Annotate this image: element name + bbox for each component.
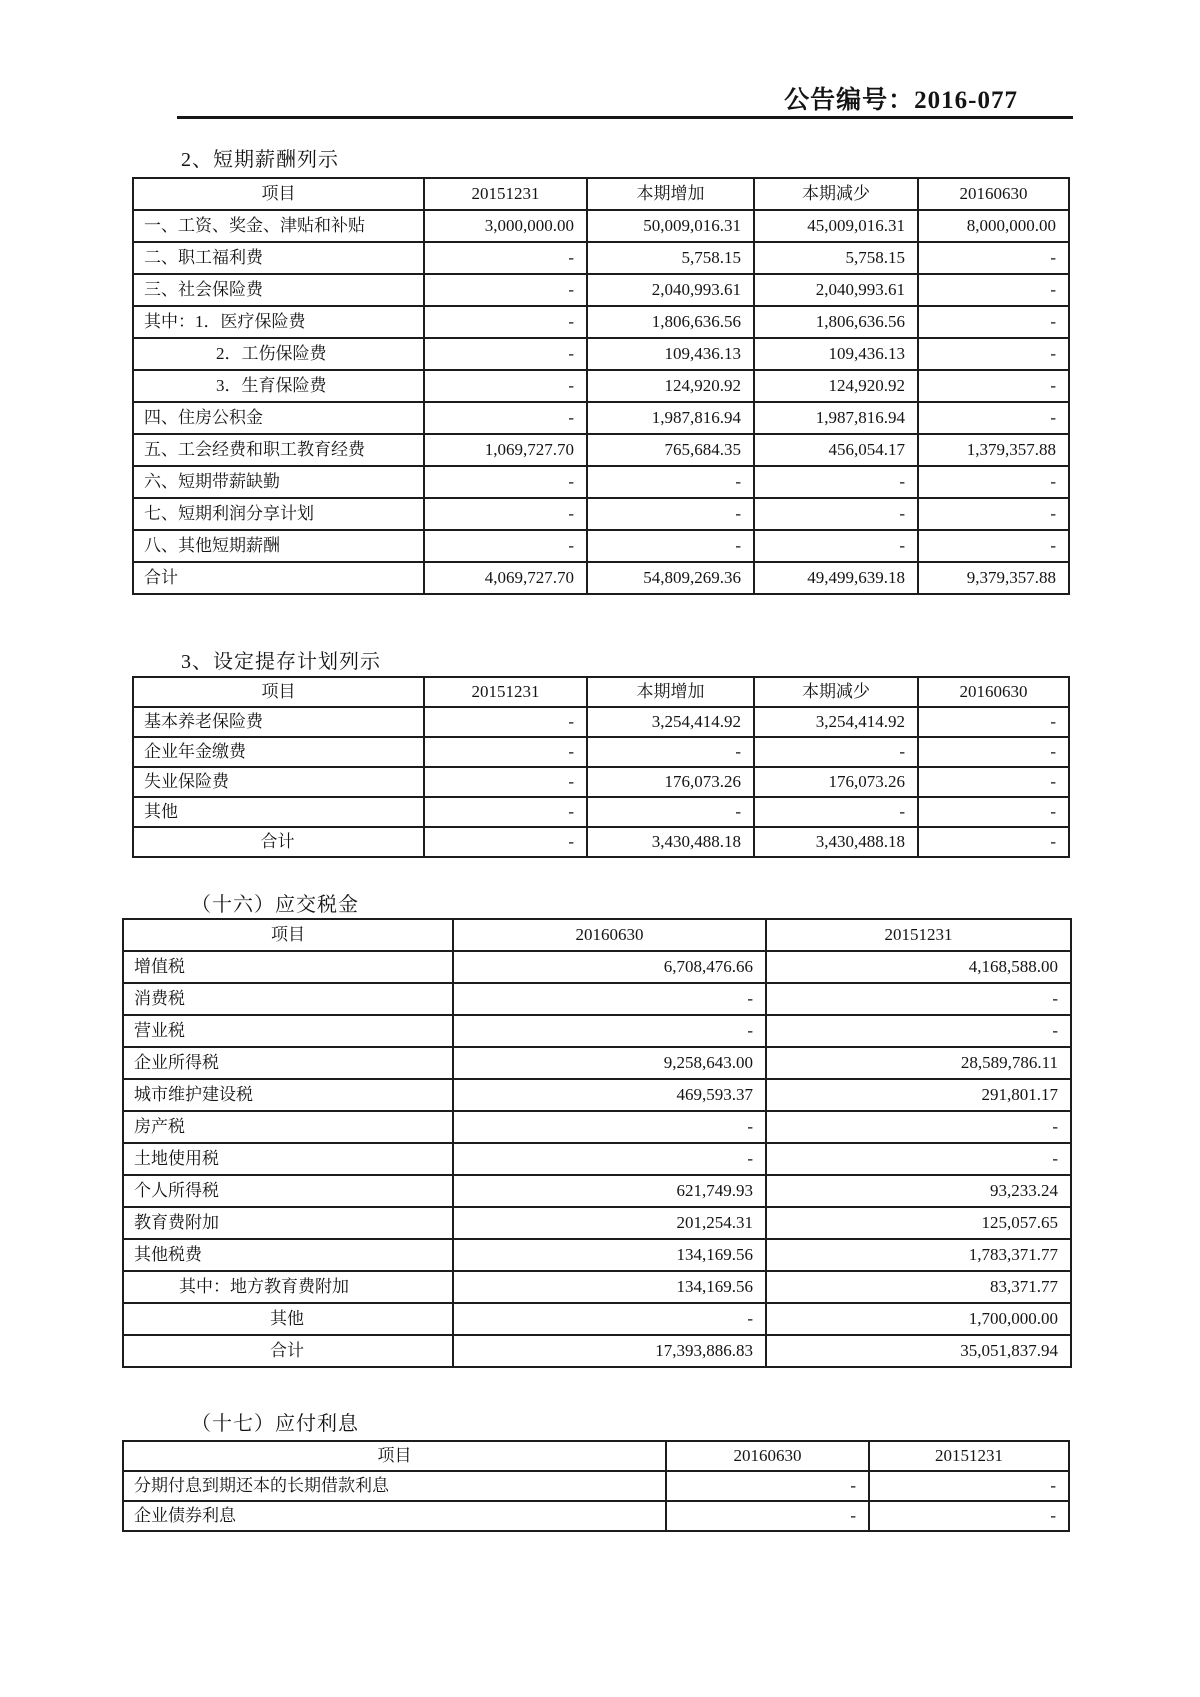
value-cell: 9,258,643.00 — [453, 1047, 766, 1079]
value-cell: - — [766, 1015, 1071, 1047]
value-cell: - — [918, 767, 1069, 797]
row-label-cell: 一、工资、奖金、津贴和补贴 — [133, 210, 424, 242]
column-header: 本期减少 — [754, 677, 918, 707]
table-row — [133, 434, 1069, 466]
row-label-cell: 城市维护建设税 — [123, 1079, 453, 1111]
column-header: 20151231 — [424, 178, 587, 210]
table-row — [123, 951, 1071, 983]
value-cell: 2,040,993.61 — [587, 274, 754, 306]
value-cell: - — [424, 530, 587, 562]
table-row — [123, 1143, 1071, 1175]
row-label-cell: 合计 — [123, 1335, 453, 1367]
row-label-cell: 五、工会经费和职工教育经费 — [133, 434, 424, 466]
value-cell: 456,054.17 — [754, 434, 918, 466]
column-header: 项目 — [123, 1441, 666, 1471]
table-row — [133, 498, 1069, 530]
table-row — [123, 1501, 1069, 1531]
row-label-cell: 八、其他短期薪酬 — [133, 530, 424, 562]
value-cell: 291,801.17 — [766, 1079, 1071, 1111]
value-cell: 28,589,786.11 — [766, 1047, 1071, 1079]
section-title-defined-contribution-plan: 3、设定提存计划列示 — [181, 651, 381, 673]
table-row — [133, 466, 1069, 498]
table-row — [133, 402, 1069, 434]
table-row — [133, 210, 1069, 242]
column-header: 项目 — [133, 178, 424, 210]
value-cell: - — [766, 983, 1071, 1015]
row-label-cell: 增值税 — [123, 951, 453, 983]
value-cell: 9,379,357.88 — [918, 562, 1069, 594]
table-row — [133, 306, 1069, 338]
value-cell: 17,393,886.83 — [453, 1335, 766, 1367]
value-cell: - — [587, 498, 754, 530]
value-cell: - — [424, 707, 587, 737]
interest-payable-table — [122, 1440, 1070, 1532]
value-cell: 1,987,816.94 — [587, 402, 754, 434]
value-cell: 621,749.93 — [453, 1175, 766, 1207]
row-label-cell: 失业保险费 — [133, 767, 424, 797]
header-row — [123, 1441, 1069, 1471]
value-cell: - — [918, 242, 1069, 274]
table-row — [123, 1175, 1071, 1207]
value-cell: 1,987,816.94 — [754, 402, 918, 434]
value-cell: 35,051,837.94 — [766, 1335, 1071, 1367]
table-row — [133, 530, 1069, 562]
column-header: 20160630 — [453, 919, 766, 951]
column-header: 20160630 — [918, 178, 1069, 210]
value-cell: - — [869, 1501, 1069, 1531]
value-cell: 765,684.35 — [587, 434, 754, 466]
value-cell: - — [453, 1303, 766, 1335]
column-header: 20160630 — [918, 677, 1069, 707]
value-cell: - — [587, 797, 754, 827]
section-title-taxes-payable: （十六）应交税金 — [191, 894, 359, 916]
column-header: 本期减少 — [754, 178, 918, 210]
value-cell: - — [754, 498, 918, 530]
value-cell: 134,169.56 — [453, 1239, 766, 1271]
row-label-cell: 其中：1．医疗保险费 — [133, 306, 424, 338]
row-label-cell: 四、住房公积金 — [133, 402, 424, 434]
section-title-short-term-compensation: 2、短期薪酬列示 — [181, 149, 339, 171]
value-cell: - — [918, 370, 1069, 402]
table-row — [133, 767, 1069, 797]
value-cell: - — [754, 737, 918, 767]
value-cell: 176,073.26 — [587, 767, 754, 797]
value-cell: - — [918, 338, 1069, 370]
table-row — [133, 562, 1069, 594]
row-label-cell: 房产税 — [123, 1111, 453, 1143]
value-cell: - — [453, 1015, 766, 1047]
value-cell: - — [869, 1471, 1069, 1501]
row-label-cell: 六、短期带薪缺勤 — [133, 466, 424, 498]
value-cell: - — [453, 983, 766, 1015]
column-header: 20151231 — [424, 677, 587, 707]
table-row — [123, 1111, 1071, 1143]
value-cell: - — [424, 306, 587, 338]
value-cell: - — [424, 498, 587, 530]
row-label-cell: 二、职工福利费 — [133, 242, 424, 274]
value-cell: 109,436.13 — [754, 338, 918, 370]
value-cell: - — [424, 370, 587, 402]
row-label-cell: 其他 — [123, 1303, 453, 1335]
row-label-cell: 其中：地方教育费附加 — [123, 1271, 453, 1303]
value-cell: 469,593.37 — [453, 1079, 766, 1111]
value-cell: 5,758.15 — [754, 242, 918, 274]
header-row — [123, 919, 1071, 951]
value-cell: 1,806,636.56 — [754, 306, 918, 338]
value-cell: 1,806,636.56 — [587, 306, 754, 338]
row-label-cell: 合计 — [133, 827, 424, 857]
table-row — [123, 1079, 1071, 1111]
value-cell: 1,069,727.70 — [424, 434, 587, 466]
value-cell: - — [918, 498, 1069, 530]
value-cell: - — [587, 466, 754, 498]
table-row — [133, 797, 1069, 827]
row-label-cell: 企业年金缴费 — [133, 737, 424, 767]
value-cell: - — [918, 737, 1069, 767]
row-label-cell: 个人所得税 — [123, 1175, 453, 1207]
value-cell: - — [918, 306, 1069, 338]
table-row — [133, 370, 1069, 402]
table-row — [123, 1471, 1069, 1501]
value-cell: 125,057.65 — [766, 1207, 1071, 1239]
value-cell: 54,809,269.36 — [587, 562, 754, 594]
value-cell: - — [453, 1143, 766, 1175]
table-row — [123, 1335, 1071, 1367]
value-cell: 3,430,488.18 — [587, 827, 754, 857]
value-cell: 1,379,357.88 — [918, 434, 1069, 466]
value-cell: - — [754, 466, 918, 498]
value-cell: - — [918, 707, 1069, 737]
value-cell: 4,168,588.00 — [766, 951, 1071, 983]
header-row — [133, 677, 1069, 707]
column-header: 20151231 — [869, 1441, 1069, 1471]
value-cell: - — [424, 797, 587, 827]
column-header: 20160630 — [666, 1441, 869, 1471]
value-cell: - — [918, 827, 1069, 857]
column-header: 本期增加 — [587, 677, 754, 707]
value-cell: 3,430,488.18 — [754, 827, 918, 857]
table-row — [123, 1015, 1071, 1047]
value-cell: - — [754, 797, 918, 827]
value-cell: 124,920.92 — [587, 370, 754, 402]
short-term-compensation-table — [132, 177, 1070, 595]
value-cell: 1,783,371.77 — [766, 1239, 1071, 1271]
value-cell: 2,040,993.61 — [754, 274, 918, 306]
row-label-cell: 其他税费 — [123, 1239, 453, 1271]
row-label-cell: 3．生育保险费 — [133, 370, 424, 402]
value-cell: - — [918, 274, 1069, 306]
table-row — [123, 1303, 1071, 1335]
row-label-cell: 分期付息到期还本的长期借款利息 — [123, 1471, 666, 1501]
row-label-cell: 合计 — [133, 562, 424, 594]
value-cell: 109,436.13 — [587, 338, 754, 370]
value-cell: - — [754, 530, 918, 562]
value-cell: - — [424, 338, 587, 370]
value-cell: 124,920.92 — [754, 370, 918, 402]
value-cell: 3,254,414.92 — [754, 707, 918, 737]
row-label-cell: 企业债券利息 — [123, 1501, 666, 1531]
value-cell: - — [424, 242, 587, 274]
value-cell: - — [766, 1111, 1071, 1143]
value-cell: - — [587, 737, 754, 767]
value-cell: 201,254.31 — [453, 1207, 766, 1239]
row-label-cell: 七、短期利润分享计划 — [133, 498, 424, 530]
value-cell: - — [766, 1143, 1071, 1175]
value-cell: 176,073.26 — [754, 767, 918, 797]
row-label-cell: 营业税 — [123, 1015, 453, 1047]
table-row — [133, 737, 1069, 767]
value-cell: 50,009,016.31 — [587, 210, 754, 242]
row-label-cell: 基本养老保险费 — [133, 707, 424, 737]
row-label-cell: 2．工伤保险费 — [133, 338, 424, 370]
value-cell: - — [424, 827, 587, 857]
value-cell: 1,700,000.00 — [766, 1303, 1071, 1335]
value-cell: 49,499,639.18 — [754, 562, 918, 594]
value-cell: 93,233.24 — [766, 1175, 1071, 1207]
value-cell: - — [666, 1501, 869, 1531]
taxes-payable-table — [122, 918, 1072, 1368]
value-cell: 3,254,414.92 — [587, 707, 754, 737]
value-cell: 6,708,476.66 — [453, 951, 766, 983]
column-header: 项目 — [133, 677, 424, 707]
row-label-cell: 其他 — [133, 797, 424, 827]
table-row — [133, 707, 1069, 737]
table-row — [123, 1271, 1071, 1303]
value-cell: - — [918, 797, 1069, 827]
section-title-interest-payable: （十七）应付利息 — [191, 1413, 359, 1435]
table-row — [123, 1239, 1071, 1271]
table-row — [133, 338, 1069, 370]
column-header: 20151231 — [766, 919, 1071, 951]
value-cell: - — [918, 402, 1069, 434]
value-cell: 4,069,727.70 — [424, 562, 587, 594]
row-label-cell: 土地使用税 — [123, 1143, 453, 1175]
defined-contribution-plan-table — [132, 676, 1070, 858]
value-cell: - — [666, 1471, 869, 1501]
table-row — [123, 983, 1071, 1015]
value-cell: - — [918, 466, 1069, 498]
table-row — [133, 827, 1069, 857]
table-row — [123, 1207, 1071, 1239]
notice-number: 公告编号：2016-077 — [784, 87, 1018, 114]
header-row — [133, 178, 1069, 210]
value-cell: 134,169.56 — [453, 1271, 766, 1303]
value-cell: - — [453, 1111, 766, 1143]
column-header: 本期增加 — [587, 178, 754, 210]
value-cell: 5,758.15 — [587, 242, 754, 274]
value-cell: - — [424, 274, 587, 306]
column-header: 项目 — [123, 919, 453, 951]
table-row — [133, 274, 1069, 306]
table-row — [123, 1047, 1071, 1079]
row-label-cell: 三、社会保险费 — [133, 274, 424, 306]
value-cell: - — [424, 767, 587, 797]
row-label-cell: 消费税 — [123, 983, 453, 1015]
value-cell: - — [918, 530, 1069, 562]
row-label-cell: 教育费附加 — [123, 1207, 453, 1239]
value-cell: 83,371.77 — [766, 1271, 1071, 1303]
header-rule — [177, 116, 1073, 119]
value-cell: - — [424, 737, 587, 767]
value-cell: - — [587, 530, 754, 562]
value-cell: 3,000,000.00 — [424, 210, 587, 242]
table-row — [133, 242, 1069, 274]
value-cell: 45,009,016.31 — [754, 210, 918, 242]
value-cell: - — [424, 466, 587, 498]
value-cell: 8,000,000.00 — [918, 210, 1069, 242]
value-cell: - — [424, 402, 587, 434]
row-label-cell: 企业所得税 — [123, 1047, 453, 1079]
